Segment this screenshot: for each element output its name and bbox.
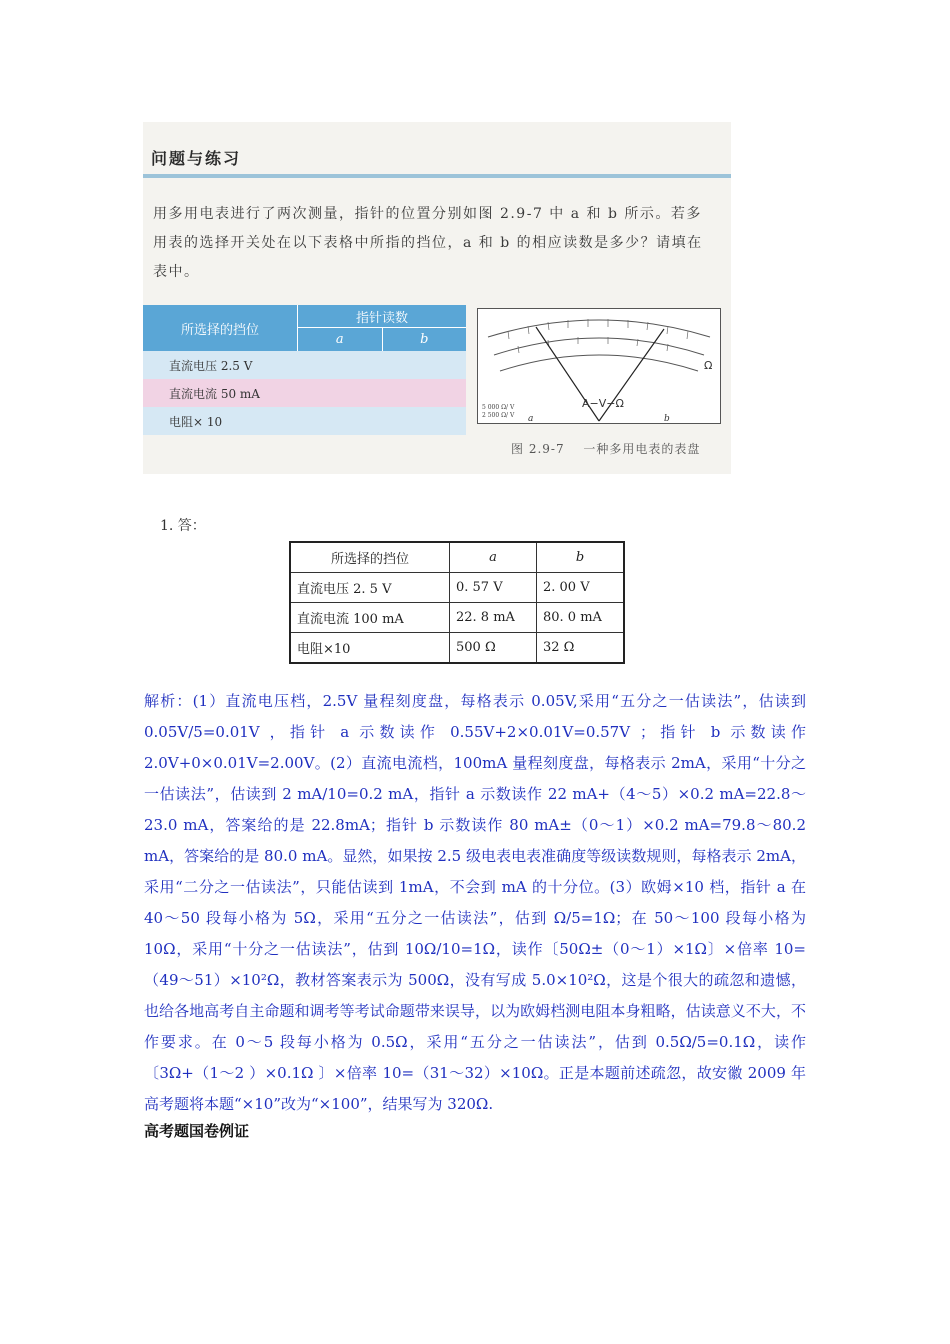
header-range: 所选择的挡位 [180, 322, 259, 338]
answer-cell: 2. 00 V [537, 573, 625, 603]
answer-row [290, 603, 624, 633]
answer-cell: 500 Ω [450, 633, 537, 664]
answer-cell: 80. 0 mA [537, 603, 625, 633]
answer-row [290, 633, 624, 664]
blank-row-current: 直流电流 50 mA [143, 379, 466, 407]
ohm-scale-arc [488, 320, 710, 337]
header-b: b [382, 328, 467, 351]
caption-number: 图 2.9-7 [511, 442, 565, 456]
answer-cell: 直流电流 100 mA [290, 603, 450, 633]
blank-row-resistance: 电阻× 10 [143, 407, 466, 435]
answer-cell: 0. 57 V [450, 573, 537, 603]
answer-header-b: b [537, 542, 625, 573]
heading-rule [143, 174, 731, 178]
dial-note-2: 2 500 Ω/ V [482, 412, 515, 419]
figure-caption [511, 440, 700, 457]
answer-row [290, 573, 624, 603]
needle-a-label: a [528, 414, 534, 423]
blank-table-header [143, 305, 466, 351]
caption-text: 一种多用电表的表盘 [583, 442, 701, 456]
explanation-text: 解析：(1）直流电压档，2.5V 量程刻度盘，每格表示 0.05V,采用“五分之一估读法”，估读到 0.05V/5=0.01V ，指针 a 示数读作 0.55V+2×0.01V=0.57V ；指针 b 示数读作 2.0V+0×0.01V=2.00V。(2）直流电流档，100mA 量程刻度盘，每格表示 2mA，采用“十分之一估读法”，估读到 2 mA/10=0.2 mA，指针 a 示数读作 22 mA+（4～5）×0.2 mA=22.8～23.0 mA，答案给的是 22.8mA；指针 b 示数读作 80 mA±（0～1）×0.2 mA=79.8～80.2 mA，答案给的是 80.0 mA。显然，如果按 2.5 级电表电表准确度等级读数规则，每格表示 2mA，采用“二分之一估读法”，只能估读到 1mA，不会到 mA 的十分位。(3）欧姆×10 档，指针 a 在 40～50 段每小格为 5Ω，采用“五分之一估读法”，估到 Ω/5=1Ω；在 50～100 段每小格为 10Ω，采用“十分之一估读法”，估到 10Ω/10=1Ω，读作〔50Ω±（0～1）×1Ω〕×倍率 10=（49～51）×10²Ω，教材答案表示为 500Ω，没有写成 5.0×10²Ω，这是个很大的疏忽和遗憾，也给各地高考自主命题和调考等考试命题带来误导，以为欧姆档测电阻本身粗略，估读意义不大，不作要求。在 0～5 段每小格为 0.5Ω，采用“五分之一估读法”，估到 0.5Ω/5=0.1Ω，读作〔3Ω+（1～2 ）×0.1Ω 〕×倍率 10=（31～32）×10Ω。正是本题前述疏忽，故安徽 2009 年高考题将本题“×10”改为“×100”，结果写为 320Ω. [144, 692, 806, 1113]
exercise-question: 用多用电表进行了两次测量，指针的位置分别如图 2.9-7 中 a 和 b 所示。若多用表的选择开关处在以下表格中所指的挡位，a 和 b 的相应读数是多少？请填在表中。 [153, 206, 703, 280]
needle-b-label: b [664, 414, 670, 423]
answer-cell: 22. 8 mA [450, 603, 537, 633]
ac-scale-arc [500, 355, 698, 371]
answer-table [289, 541, 625, 664]
dial-svg [478, 309, 720, 423]
header-reading-group: 指针读数 [298, 305, 466, 328]
answer-header-row [290, 542, 624, 573]
answer-cell: 32 Ω [537, 633, 625, 664]
scale-ticks [508, 319, 688, 353]
exercise-heading: 问题与练习 [151, 149, 242, 168]
dc-scale-arc [494, 338, 704, 355]
section-title: 高考题国卷例证 [144, 1122, 250, 1140]
answer-header-range: 所选择的挡位 [290, 542, 450, 573]
header-a: a [335, 332, 344, 347]
textbook-scan [143, 122, 731, 474]
dial-ohm-symbol: Ω [704, 359, 713, 372]
answer-label: 1. 答： [160, 518, 206, 534]
dial-note-1: 5 000 Ω/ V [482, 404, 515, 411]
answer-cell: 直流电压 2. 5 V [290, 573, 450, 603]
blank-reading-table [143, 305, 466, 435]
blank-row-voltage: 直流电压 2.5 V [143, 351, 466, 379]
answer-header-a: a [450, 542, 537, 573]
dial-label: A−V−Ω [582, 397, 624, 410]
multimeter-dial-figure [477, 308, 721, 424]
answer-cell: 电阻×10 [290, 633, 450, 664]
